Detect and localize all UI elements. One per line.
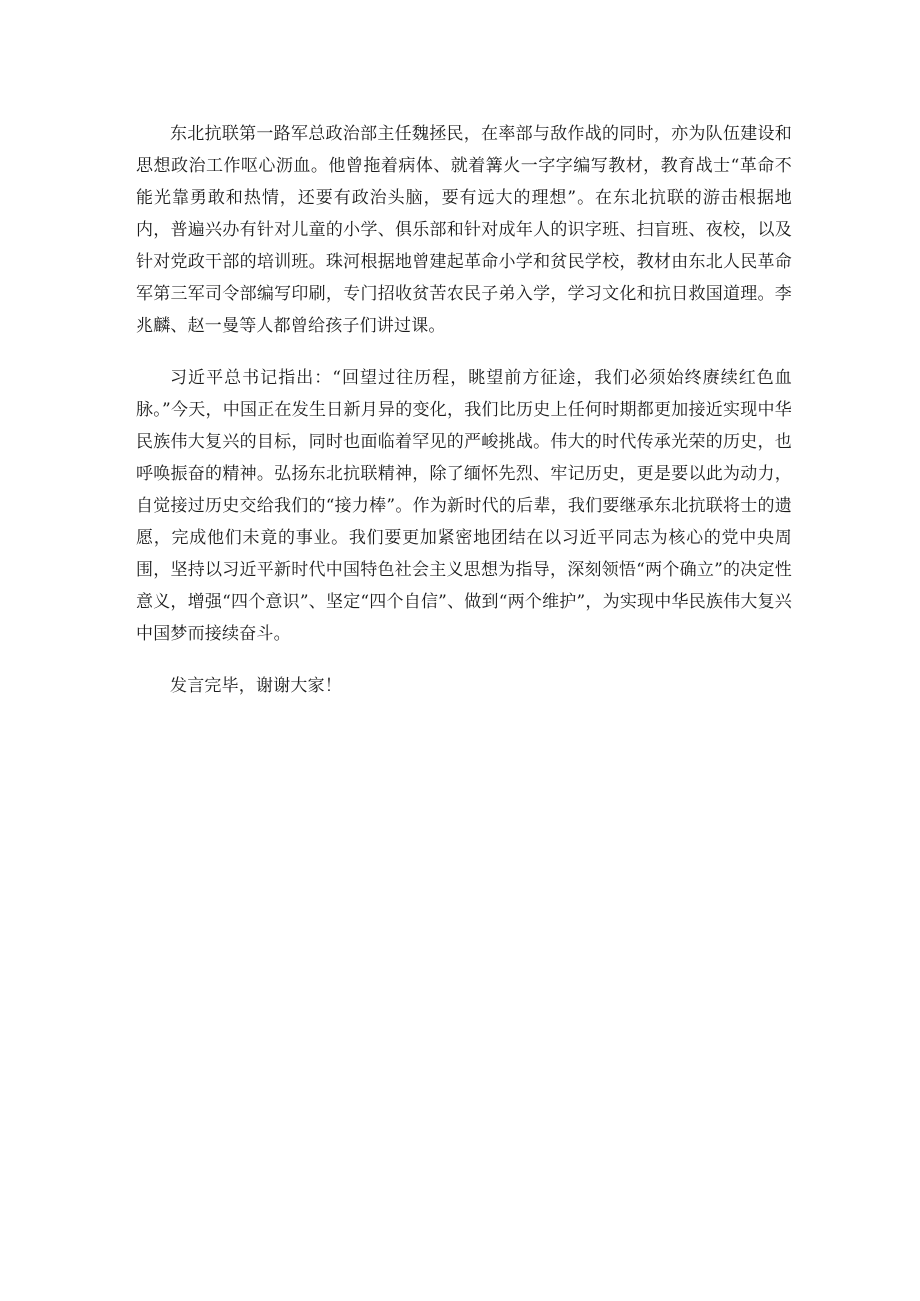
paragraph-3: 发言完毕，谢谢大家！ (170, 676, 342, 696)
paragraph-1: 东北抗联第一路军总政治部主任魏拯民，在率部与敌作战的同时，亦为队伍建设和思想政治工作呕心沥血。他曾拖着病体、就着篝火一字字编写教材，教育战士“革命不能光靠勇敢和热情，还要有政治头脑，要有远大的理想”。在东北抗联的游击根据地内，普遍兴办有针对儿童的小学、俱乐部和针对成年人的识字班、扫盲班、夜校，以及针对党政干部的培训班。珠河根据地曾建起革命小学和贫民学校，教材由东北人民革命军第三军司令部编写印刷，专门招收贫苦农民子弟入学，学习文化和抗日救国道理。李兆麟、赵一曼等人都曾给孩子们讲过课。 (136, 124, 792, 336)
document-body (136, 118, 792, 722)
paragraph-2: 习近平总书记指出：“回望过往历程，眺望前方征途，我们必须始终赓续红色血脉。”今天，中国正在发生日新月异的变化，我们比历史上任何时期都更加接近实现中华民族伟大复兴的目标，同时也面临着罕见的严峻挑战。伟大的时代传承光荣的历史，也呼唤振奋的精神。弘扬东北抗联精神，除了缅怀先烈、牢记历史，更是要以此为动力，自觉接过历史交给我们的“接力棒”。作为新时代的后辈，我们要继承东北抗联将士的遗愿，完成他们未竟的事业。我们要更加紧密地团结在以习近平同志为核心的党中央周围，坚持以习近平新时代中国特色社会主义思想为指导，深刻领悟“两个确立”的决定性意义，增强“四个意识”、坚定“四个自信”、做到“两个维护”，为实现中华民族伟大复兴中国梦而接续奋斗。 (136, 368, 792, 644)
